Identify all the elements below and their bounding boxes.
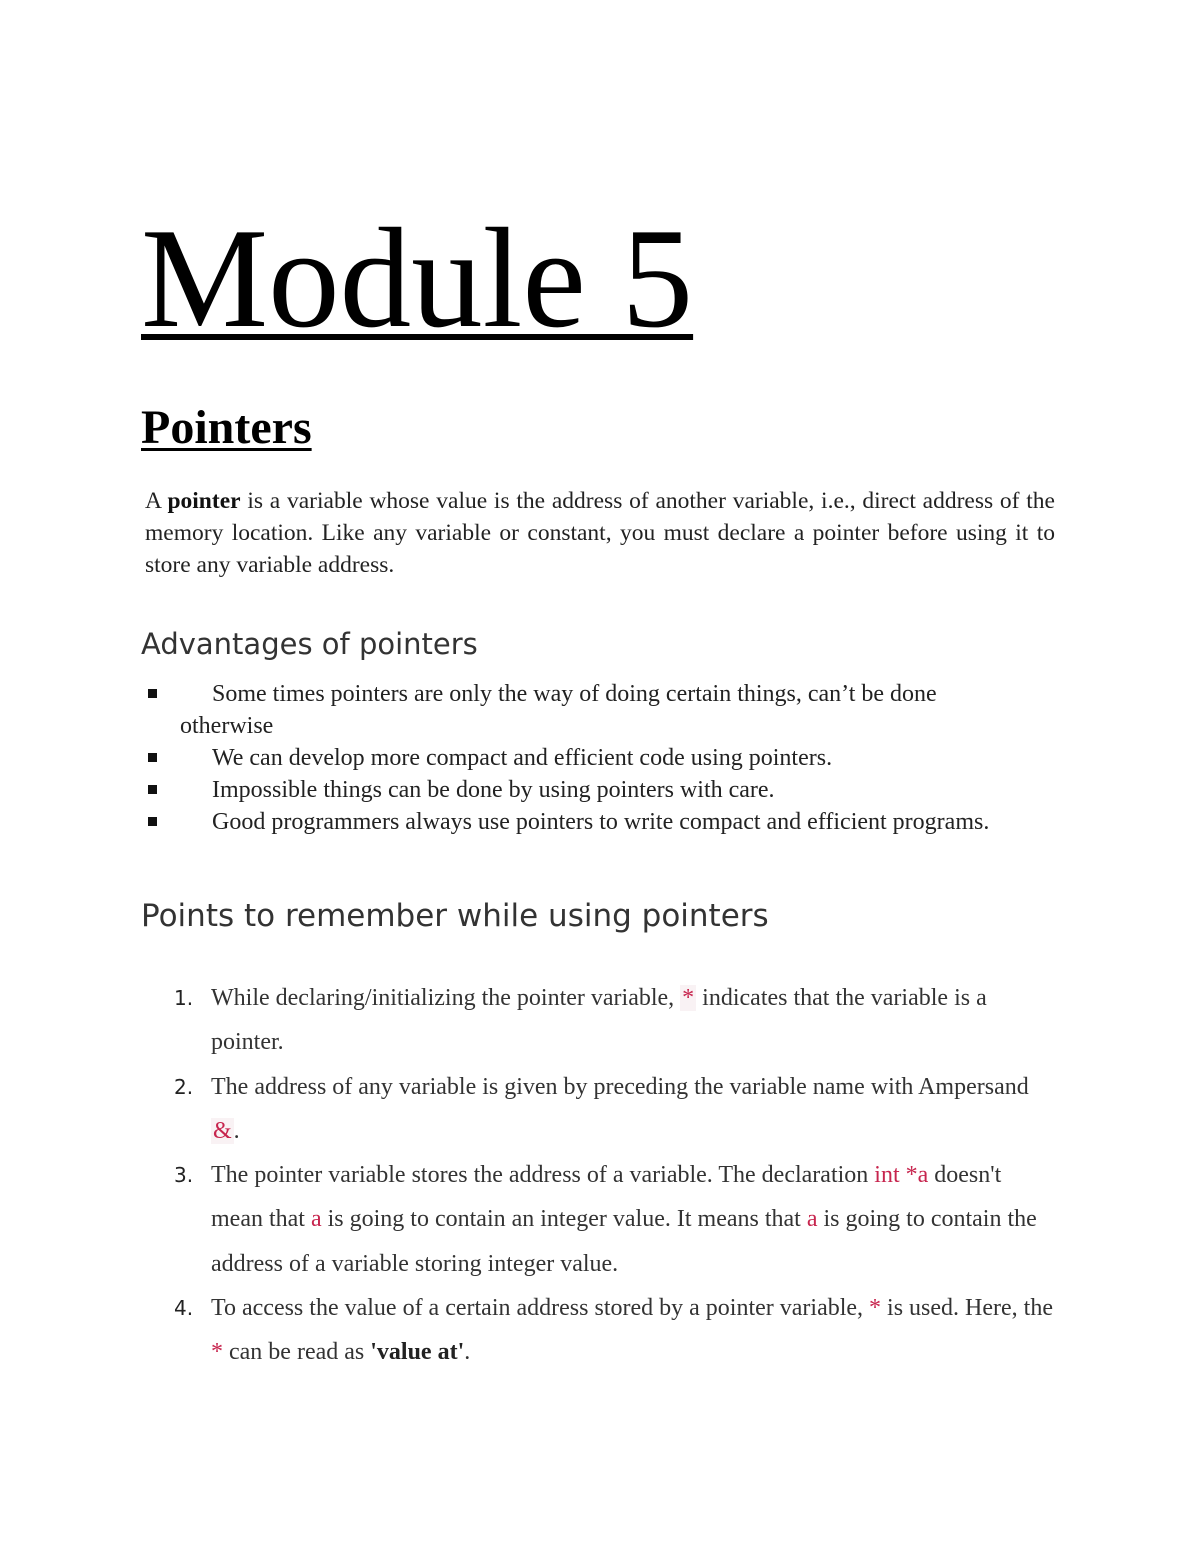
intro-paragraph (145, 485, 1055, 581)
item-number: 2. (174, 1074, 194, 1099)
code-snippet: a (310, 1206, 322, 1233)
point-text: is going to contain an integer value. It means that (321, 1206, 807, 1233)
point-text: doesn't mean that (211, 1162, 1002, 1233)
advantage-text: Good programmers always use pointers to write compact and efficient programs. (212, 809, 990, 835)
points-list (174, 976, 1054, 1375)
intro-prefix: A (145, 488, 168, 514)
point-text: The address of any variable is given by preceding the variable name with Ampersand (211, 1073, 1029, 1100)
list-item (174, 1065, 1054, 1154)
code-snippet: * (211, 1339, 223, 1366)
item-number: 4. (174, 1296, 194, 1321)
list-item (148, 678, 1028, 742)
item-number: 1. (174, 986, 194, 1010)
square-bullet-icon (148, 689, 157, 698)
list-item (148, 742, 1028, 774)
intro-term: pointer (167, 488, 241, 514)
list-item (174, 1286, 1054, 1375)
point-text: is going to contain the address of a variable storing integer value. (211, 1206, 1037, 1277)
advantage-text: Impossible things can be done by using pointers with care. (212, 777, 775, 803)
list-item (148, 806, 1028, 838)
code-snippet: & (213, 1117, 232, 1144)
code-snippet: int *a (874, 1162, 929, 1189)
point-text: is used. Here, the (881, 1295, 1053, 1322)
list-item (174, 976, 1054, 1065)
point-text: . (233, 1117, 240, 1144)
section-title: Pointers (141, 401, 312, 454)
code-snippet: a (806, 1206, 818, 1233)
advantage-text: We can develop more compact and efficient code using pointers. (212, 745, 833, 771)
square-bullet-icon (148, 817, 157, 826)
square-bullet-icon (148, 753, 157, 762)
point-text: . (464, 1339, 471, 1366)
bold-phrase: 'value at' (370, 1339, 465, 1366)
advantages-list (148, 678, 1028, 838)
item-number: 3. (174, 1163, 194, 1188)
points-heading: Points to remember while using pointers (141, 898, 769, 934)
point-text: To access the value of a certain address stored by a pointer variable, (211, 1295, 870, 1322)
square-bullet-icon (148, 785, 157, 794)
advantages-heading: Advantages of pointers (141, 627, 478, 661)
module-title: Module 5 (141, 199, 694, 357)
list-item (174, 1153, 1054, 1286)
point-text: indicates that the variable is a pointer. (211, 985, 987, 1056)
point-text: can be read as (223, 1339, 371, 1366)
list-item (148, 774, 1028, 806)
intro-rest: is a variable whose value is the address of another variable, i.e., direct address of the memory location. Like any variable or constant, you must declare a pointer before using it to store any variable address. (145, 488, 1055, 578)
point-text: While declaring/initializing the pointer variable, (211, 985, 681, 1011)
point-text: The pointer variable stores the address of a variable. The declaration (211, 1162, 875, 1189)
code-snippet: * (869, 1295, 882, 1322)
code-snippet: * (682, 985, 695, 1011)
advantage-text: Some times pointers are only the way of doing certain things, can’t be done otherwise (180, 681, 937, 739)
